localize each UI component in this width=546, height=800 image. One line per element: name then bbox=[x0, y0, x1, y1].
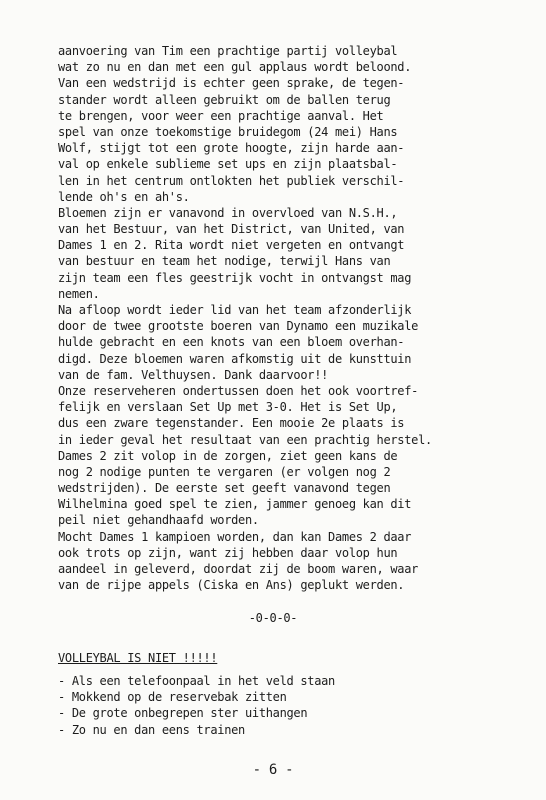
text-line: hulde gebracht en een knots van een bloem overhan- bbox=[58, 335, 405, 350]
text-line: te brengen, voor weer een prachtige aanval. Het bbox=[58, 108, 384, 123]
text-line: Bloemen zijn er vanavond in overvloed van N.S.H., bbox=[58, 205, 398, 220]
text-line: in ieder geval het resultaat van een prachtig herstel. bbox=[58, 432, 432, 447]
text-line: van de rijpe appels (Ciska en Ans) geplukt werden. bbox=[58, 578, 405, 593]
text-line: van het Bestuur, van het District, van United, van bbox=[58, 222, 405, 237]
text-line: Van een wedstrijd is echter geen sprake, de tegen- bbox=[58, 76, 405, 91]
text-line: Dames 1 en 2. Rita wordt niet vergeten en ontvangt bbox=[58, 238, 405, 253]
list-item: - Als een telefoonpaal in het veld staan bbox=[58, 674, 335, 688]
text-line: lende oh's en ah's. bbox=[58, 189, 190, 204]
text-line: wedstrijden). De eerste set geeft vanavond tegen bbox=[58, 481, 391, 496]
text-line: aanvoering van Tim een prachtige partij volleybal bbox=[58, 44, 398, 58]
text-line: zijn team een fles geestrijk vocht in ontvangst mag bbox=[58, 270, 412, 285]
text-line: Dames 2 zit volop in de zorgen, ziet geen kans de bbox=[58, 448, 398, 463]
list-title: VOLLEYBAL IS NIET !!!!! bbox=[58, 651, 218, 665]
text-line: stander wordt alleen gebruikt om de ballen terug bbox=[58, 92, 391, 107]
text-line: ook trots op zijn, want zij hebben daar volop hun bbox=[58, 545, 398, 560]
text-line: van de fam. Velthuysen. Dank daarvoor!! bbox=[58, 367, 329, 382]
list-item: - De grote onbegrepen ster uithangen bbox=[58, 706, 308, 721]
page-number: - 6 - bbox=[252, 762, 294, 778]
text-line: peil niet gehandhaafd worden. bbox=[58, 513, 259, 528]
text-line: van bestuur en team het nodige, terwijl Hans van bbox=[58, 254, 391, 269]
text-line: Na afloop wordt ieder lid van het team afzonderlijk bbox=[58, 303, 412, 317]
text-line: digd. Deze bloemen waren afkomstig uit de kunsttuin bbox=[58, 351, 412, 366]
text-line: Mocht Dames 1 kampioen worden, dan kan Dames 2 daar bbox=[58, 529, 412, 544]
text-line: wat zo nu en dan met een gul applaus wordt beloond. bbox=[58, 60, 412, 75]
text-line: aandeel in geleverd, doordat zij de boom waren, waar bbox=[58, 562, 419, 576]
list-item: - Zo nu en dan eens trainen bbox=[58, 722, 245, 737]
text-line: Onze reserveheren ondertussen doen het ook voortref- bbox=[58, 383, 419, 398]
list-item: - Mokkend op de reservebak zitten bbox=[58, 690, 287, 705]
text-line: felijk en verslaan Set Up met 3-0. Het is Set Up, bbox=[58, 400, 398, 415]
text-line: val op enkele sublieme set ups en zijn plaatsbal- bbox=[58, 157, 398, 172]
text-line: len in het centrum ontlokten het publiek verschil- bbox=[58, 173, 405, 188]
text-line: door de twee grootste boeren van Dynamo een muzikale bbox=[58, 319, 419, 334]
text-line: dus een zware tegenstander. Een mooie 2e plaats is bbox=[58, 416, 405, 431]
article-body bbox=[58, 43, 518, 593]
text-line: spel van onze toekomstige bruidegom (24 mei) Hans bbox=[58, 124, 398, 139]
section-divider: -0-0-0- bbox=[248, 611, 298, 625]
text-line: Wilhelmina goed spel te zien, jammer genoeg kan dit bbox=[58, 497, 412, 512]
text-line: nemen. bbox=[58, 286, 100, 301]
list bbox=[58, 673, 335, 738]
text-line: Wolf, stijgt tot een grote hoogte, zijn harde aan- bbox=[58, 141, 405, 156]
text-line: nog 2 nodige punten te vergaren (er volgen nog 2 bbox=[58, 464, 391, 479]
